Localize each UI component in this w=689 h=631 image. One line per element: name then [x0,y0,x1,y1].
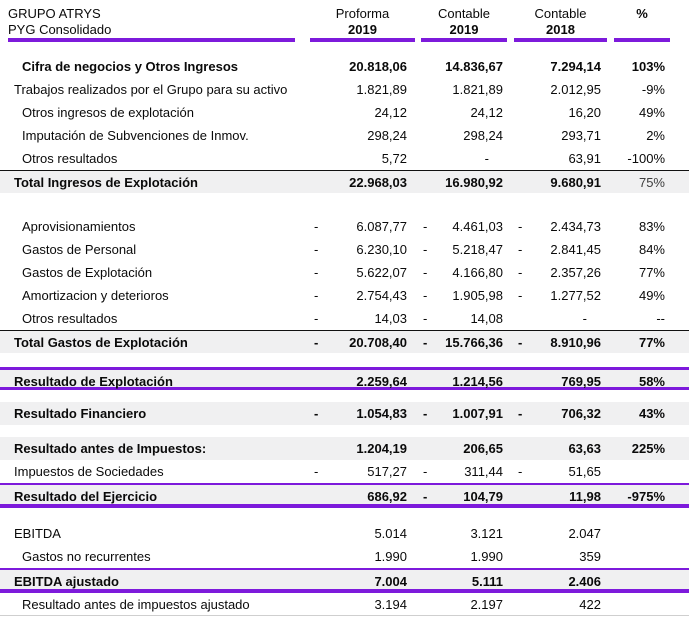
table-row [0,124,689,147]
cell-percent: -100% [627,151,665,166]
cell-value: 1.007,91 [452,406,503,421]
cell-value: 1.214,56 [452,374,503,389]
cell-contable-2019 [419,124,514,147]
cell-value: 2.754,43 [356,288,407,303]
cell-value: 2.012,95 [550,82,601,97]
cell-contable-2019 [419,284,514,307]
cell-proforma-2019 [310,370,419,393]
row-label: Resultado del Ejercicio [14,489,158,504]
report-title [8,6,295,42]
column-header-year: 2019 [449,22,479,37]
cell-value: 14,08 [470,311,503,326]
cell-value: 4.461,03 [452,219,503,234]
cell-value: 5,72 [381,151,407,166]
minus-sign: - [423,489,428,504]
cell-percent: 103% [631,59,665,74]
cell-contable-2019 [419,370,514,393]
cell-proforma-2019 [310,485,419,508]
cell-value: 63,63 [568,441,601,456]
cell-proforma-2019 [310,78,419,101]
cell-contable-2019 [419,522,514,545]
column-header-year: 2019 [348,22,377,37]
table-header [0,6,689,42]
cell-value: 24,12 [374,105,407,120]
cell-value: 298,24 [367,128,407,143]
cell-proforma-2019 [310,215,419,238]
cell-contable-2018 [514,78,614,101]
cell-contable-2019 [419,78,514,101]
table-row [0,284,689,307]
cell-proforma-2019 [310,147,419,170]
table-row [0,78,689,101]
cell-percent: 84% [638,242,665,257]
cell-value: 2.357,26 [550,265,601,280]
minus-sign: - [314,288,319,303]
company-name: GRUPO ATRYS [8,6,101,21]
cell-value: 706,32 [561,406,601,421]
cell-contable-2018 [514,124,614,147]
cell-value: 7.294,14 [550,59,601,74]
table-row [0,170,689,193]
minus-sign: - [423,242,428,257]
minus-sign: - [423,219,428,234]
cell-contable-2018 [514,215,614,238]
cell-value: 1.821,89 [356,82,407,97]
cell-percent: 225% [631,441,665,456]
cell-value: 1.990 [374,549,407,564]
section-spacer [0,353,689,367]
cell-value: 9.680,91 [550,175,601,190]
cell-value: 24,12 [470,105,503,120]
cell-contable-2018 [514,570,614,593]
column-header-percent [614,6,670,42]
cell-proforma-2019 [310,460,419,483]
cell-proforma-2019 [310,593,419,616]
row-label: EBITDA [14,526,61,541]
cell-contable-2018 [514,307,614,330]
table-row [0,402,689,425]
table-row [0,330,689,353]
cell-value: 20.708,40 [349,335,407,350]
minus-sign: - [314,406,319,421]
cell-value: 311,44 [464,464,503,479]
cell-percent: -9% [641,82,665,97]
cell-value: 16.980,92 [445,175,503,190]
cell-value: 15.766,36 [445,335,503,350]
minus-sign: - [518,265,523,280]
row-label: Resultado antes de impuestos ajustado [22,597,250,612]
cell-value: 8.910,96 [550,335,601,350]
minus-sign: - [423,311,428,326]
cell-contable-2019 [419,402,514,425]
column-header-proforma-2019 [310,6,415,42]
cell-value: 686,92 [367,489,407,504]
cell-proforma-2019 [310,307,419,330]
cell-contable-2018 [514,238,614,261]
cell-value: 14,03 [374,311,407,326]
cell-contable-2018 [514,545,614,568]
cell-proforma-2019 [310,261,419,284]
cell-value: 1.277,52 [550,288,601,303]
cell-value: 6.087,77 [356,219,407,234]
row-label: Gastos de Personal [22,242,137,257]
cell-value: 16,20 [568,105,601,120]
cell-percent: 77% [638,265,665,280]
column-header-kind: Proforma [335,6,390,21]
cell-contable-2019 [419,485,514,508]
cell-proforma-2019 [310,402,419,425]
cell-contable-2018 [514,370,614,393]
cell-proforma-2019 [310,55,419,78]
cell-contable-2018 [514,522,614,545]
table-row [0,55,689,78]
table-row [0,483,689,506]
cell-value: - [582,311,587,326]
cell-value: 11,98 [569,489,601,504]
cell-contable-2019 [419,307,514,330]
row-label: Gastos de Explotación [22,265,153,280]
table-row [0,147,689,170]
minus-sign: - [518,406,523,421]
minus-sign: - [314,265,319,280]
cell-percent: 75% [638,175,665,190]
cell-value: 298,24 [463,128,503,143]
minus-sign: - [423,265,428,280]
row-label: Aprovisionamientos [22,219,136,234]
cell-percent: 58% [638,374,665,389]
cell-proforma-2019 [310,124,419,147]
cell-value: 206,65 [463,441,503,456]
section-spacer [0,42,689,55]
cell-value: 14.836,67 [445,59,503,74]
cell-value: 1.990 [470,549,503,564]
cell-proforma-2019 [310,570,419,593]
row-label: Otros ingresos de explotación [22,105,194,120]
cell-value: 517,27 [367,464,407,479]
row-label: Otros resultados [22,311,118,326]
cell-value: 1.054,83 [356,406,407,421]
cell-proforma-2019 [310,522,419,545]
cell-contable-2018 [514,402,614,425]
section-spacer [0,508,689,522]
cell-value: 5.014 [374,526,407,541]
cell-percent: 43% [638,406,665,421]
cell-contable-2018 [514,593,614,616]
minus-sign: - [518,219,523,234]
cell-value: 1.204,19 [356,441,407,456]
cell-contable-2018 [514,171,614,194]
cell-proforma-2019 [310,437,419,460]
cell-proforma-2019 [310,545,419,568]
cell-value: 63,91 [568,151,601,166]
table-row [0,568,689,591]
cell-contable-2018 [514,331,614,354]
minus-sign: - [423,335,428,350]
cell-value: 2.197 [470,597,503,612]
cell-value: 769,95 [561,374,601,389]
cell-percent: 77% [638,335,665,350]
cell-percent: -- [656,311,665,326]
table-body [0,42,689,616]
cell-contable-2019 [419,147,514,170]
table-row [0,522,689,545]
table-row [0,460,689,483]
table-row [0,593,689,616]
minus-sign: - [314,219,319,234]
section-spacer [0,193,689,215]
cell-contable-2018 [514,261,614,284]
cell-value: 51,65 [568,464,601,479]
cell-contable-2019 [419,55,514,78]
cell-contable-2019 [419,238,514,261]
cell-value: 2.047 [568,526,601,541]
row-label: Amortizacion y deterioros [22,288,169,303]
minus-sign: - [518,242,523,257]
column-header-kind: Contable [437,6,491,21]
minus-sign: - [518,288,523,303]
cell-proforma-2019 [310,238,419,261]
cell-value: 3.121 [470,526,503,541]
column-header-contable-2019 [421,6,507,42]
minus-sign: - [423,464,428,479]
minus-sign: - [518,335,523,350]
cell-contable-2018 [514,55,614,78]
row-label: EBITDA ajustado [14,574,119,589]
table-row [0,307,689,330]
row-label: Resultado antes de Impuestos: [14,441,207,456]
cell-value: 104,79 [463,489,503,504]
cell-value: 2.434,73 [550,219,601,234]
cell-value: 359 [579,549,601,564]
row-label: Trabajos realizados por el Grupo para su activo [14,82,288,97]
cell-proforma-2019 [310,101,419,124]
cell-value: 1.905,98 [452,288,503,303]
minus-sign: - [314,335,319,350]
cell-contable-2018 [514,101,614,124]
cell-percent: 83% [638,219,665,234]
cell-value: - [484,151,489,166]
cell-value: 22.968,03 [349,175,407,190]
cell-value: 2.841,45 [550,242,601,257]
minus-sign: - [423,288,428,303]
column-header-contable-2018 [514,6,607,42]
minus-sign: - [423,406,428,421]
table-row [0,437,689,460]
cell-proforma-2019 [310,284,419,307]
cell-value: 3.194 [374,597,407,612]
cell-contable-2018 [514,437,614,460]
cell-contable-2019 [419,101,514,124]
row-label: Resultado Financiero [14,406,147,421]
cell-contable-2018 [514,284,614,307]
table-row [0,545,689,568]
table-row [0,101,689,124]
column-header-year: 2018 [546,22,575,37]
cell-value: 6.230,10 [356,242,407,257]
cell-contable-2019 [419,545,514,568]
cell-contable-2019 [419,331,514,354]
cell-percent: 49% [638,288,665,303]
row-label: Imputación de Subvenciones de Inmov. [22,128,249,143]
section-spacer [0,425,689,437]
cell-proforma-2019 [310,171,419,194]
minus-sign: - [314,311,319,326]
cell-value: 4.166,80 [452,265,503,280]
cell-contable-2019 [419,437,514,460]
cell-contable-2019 [419,215,514,238]
row-label: Total Gastos de Explotación [14,335,188,350]
cell-value: 2.259,64 [356,374,407,389]
row-label: Cifra de negocios y Otros Ingresos [22,59,238,74]
cell-value: 20.818,06 [349,59,407,74]
table-row [0,238,689,261]
column-header-percent-sign: % [636,6,648,21]
cell-contable-2019 [419,593,514,616]
cell-proforma-2019 [310,331,419,354]
cell-percent: 49% [638,105,665,120]
cell-contable-2019 [419,261,514,284]
cell-contable-2018 [514,460,614,483]
cell-value: 5.111 [471,574,503,589]
column-header-kind: Contable [534,6,587,21]
cell-contable-2019 [419,570,514,593]
table-row [0,367,689,390]
table-row [0,261,689,284]
cell-contable-2018 [514,147,614,170]
report-name: PYG Consolidado [8,22,112,37]
cell-value: 2.406 [568,574,601,589]
row-label: Resultado de Explotación [14,374,173,389]
minus-sign: - [518,464,523,479]
cell-contable-2019 [419,171,514,194]
row-label: Impuestos de Sociedades [14,464,164,479]
cell-value: 5.622,07 [356,265,407,280]
minus-sign: - [314,464,319,479]
cell-value: 7.004 [374,574,407,589]
cell-value: 1.821,89 [452,82,503,97]
minus-sign: - [314,242,319,257]
cell-value: 5.218,47 [452,242,503,257]
row-label: Gastos no recurrentes [22,549,151,564]
row-label: Otros resultados [22,151,118,166]
cell-contable-2018 [514,485,614,508]
cell-value: 293,71 [561,128,601,143]
cell-value: 422 [579,597,601,612]
table-row [0,215,689,238]
row-label: Total Ingresos de Explotación [14,175,198,190]
cell-contable-2019 [419,460,514,483]
cell-percent: -975% [627,489,665,504]
cell-percent: 2% [646,128,665,143]
